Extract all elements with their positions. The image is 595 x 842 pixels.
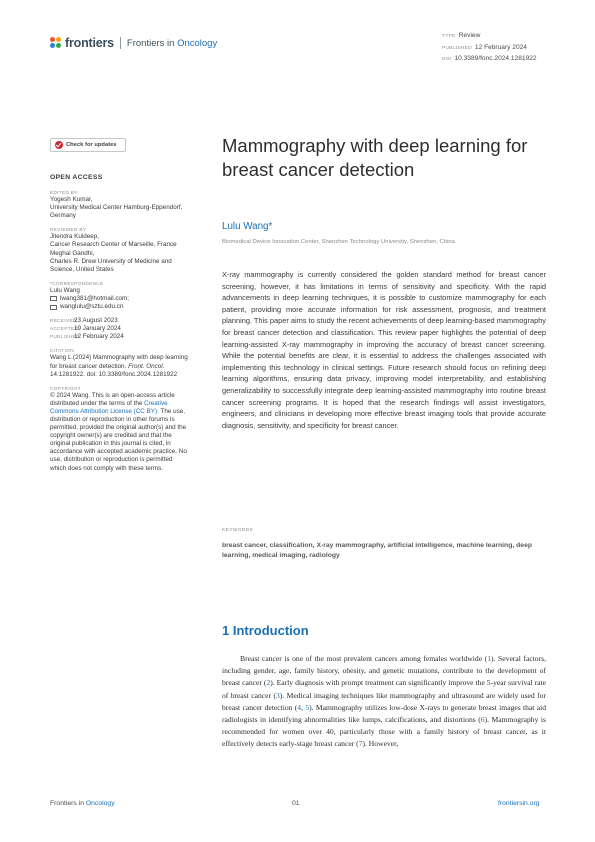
reviewed-by-label: REVIEWED BY <box>50 227 87 233</box>
citation-label: CITATION <box>50 348 74 354</box>
brand-divider <box>120 37 121 49</box>
license-link[interactable]: Creative Commons Attribution License (CC BY). <box>50 399 168 415</box>
keywords: breast cancer, classification, X-ray mammography, artificial intelligence, machine learning, deep learning, medical imaging, radiology <box>222 542 533 559</box>
frontiers-logo-icon <box>50 37 62 49</box>
intro-text: ). Mammography utilizes low-dose X-rays to generate breast images that aid radiologists in identifying abnormalities like lumps, calcifications, and distortions ( <box>222 702 547 725</box>
section-heading-introduction: 1 Introduction <box>222 623 309 638</box>
check-updates-label: Check for updates <box>66 141 117 148</box>
published-row <box>50 333 190 341</box>
editor-affiliation: University Medical Center Hamburg-Eppendorf, Germany <box>50 204 183 220</box>
check-for-updates-button[interactable] <box>50 138 126 152</box>
accepted-row <box>50 325 190 333</box>
type-value: Review <box>458 32 481 39</box>
copyright-text-2: The use, distribution or reproduction in other forums is permitted, provided the original author(s) and the copyright owner(s) are credited and that the original publication in this journal is cited, in accordance with accepted academic practice. No use, distribution or reproduction is permitted which does not comply with these terms. <box>50 407 187 472</box>
email-link[interactable]: wanglulu@sztu.edu.cn <box>60 303 124 311</box>
received-value: 23 August 2023 <box>74 317 118 325</box>
citation-ref[interactable]: 6 <box>480 715 485 725</box>
article-sidebar <box>50 138 190 473</box>
citation-ref[interactable]: 5 <box>305 702 310 712</box>
reviewer-affiliation: Cancer Research Center of Marseille, France <box>50 241 177 249</box>
accepted-value: 19 January 2024 <box>74 325 121 333</box>
intro-text: ). Early diagnosis with prompt treatment can significantly improve the 5-year survival rate of breast cancer ( <box>222 678 546 700</box>
copyright-text-1: © 2024 Wang. This is an open-access article distributed under the terms of the <box>50 391 175 407</box>
editor-name: Yogesh Kumar, <box>50 196 93 204</box>
email-row[interactable] <box>50 295 190 303</box>
received-label: RECEIVED <box>50 318 77 324</box>
accepted-label: ACCEPTED <box>50 326 79 332</box>
author-name[interactable]: Lulu Wang* <box>222 221 273 232</box>
footer-journal-name: Oncology <box>85 800 115 807</box>
citation-body: Wang L (2024) Mammography with deep learning for breast cancer detection. <box>50 354 188 370</box>
published-value: 12 February 2024 <box>74 333 124 341</box>
doi-label: DOI <box>442 57 452 62</box>
citation-ref[interactable]: 4 <box>297 702 302 712</box>
journal-title: Oncology <box>177 37 218 49</box>
published-label: PUBLISHED <box>442 45 472 51</box>
journal-name[interactable] <box>127 38 217 49</box>
reviewer-name: Jitendra Kuldeep, <box>50 233 100 241</box>
introduction-paragraph <box>222 653 546 751</box>
doi-value[interactable]: 10.3389/fonc.2024.1281922 <box>454 55 537 62</box>
intro-text: Breast cancer is one of the most prevalent cancers among females worldwide ( <box>240 654 488 663</box>
citation-ref[interactable]: 3 <box>276 690 280 700</box>
checkmark-icon <box>55 141 63 149</box>
intro-text: , <box>301 702 306 712</box>
copyright-label: COPYRIGHT <box>50 385 81 391</box>
intro-text: ). However, <box>362 739 399 749</box>
received-row <box>50 317 190 325</box>
keywords-label: KEYWORDS <box>222 528 254 533</box>
page-number: 01 <box>292 800 300 807</box>
intro-text: ). Medical imaging techniques like mammography and ultrasound are widely used for breast cancer detection ( <box>222 690 546 712</box>
citation-doi[interactable]: doi: 10.3389/fonc.2024.1281922 <box>86 370 178 378</box>
article-title: Mammography with deep learning for breast cancer detection <box>222 135 528 180</box>
journal-prefix: Frontiers in <box>126 37 175 49</box>
open-access-label: OPEN ACCESS <box>50 174 103 181</box>
citation-text <box>50 354 190 378</box>
copyright-text <box>50 392 190 473</box>
reviewer-name: Meghal Gandhi, <box>50 249 95 257</box>
reviewer-affiliation: Charles R. Drew University of Medicine and Science, United States <box>50 257 172 273</box>
article-meta <box>442 31 537 66</box>
published-label: PUBLISHED <box>50 334 80 340</box>
brand-name: frontiers <box>65 36 114 50</box>
citation-ref[interactable]: 7 <box>358 739 363 749</box>
abstract: X-ray mammography is currently considered the golden standard method for breast cancer screening, however, it has limitations in terms of sensitivity and specificity. With the rapid advancements in deep learning techniques, it is possible to customize mammography for each patient, providing more accurate information for risk assessment, prognosis, and treatment planning. This paper aims to study the recent achievements of deep learning-based mammography for breast cancer detection and classification. This review paper highlights the potential of deep learning-assisted X-ray mammography in improving the accuracy of breast cancer screening. While the potential benefits are clear, it is essential to address the challenges associated with implementing this technology in clinical settings. Future research should focus on refining deep learning algorithms, ensuring data privacy, improving model interpretability, and establishing generalizability to successfully integrate deep learning-assisted mammography into routine breast cancer screening programs. It is hoped that the research findings will assist investigators, engineers, and clinicians in developing more effective breast imaging tools that provide accurate diagnosis, sensitivity, and specificity for breast cancer. <box>222 270 547 430</box>
mail-icon <box>50 305 57 310</box>
footer-site-link[interactable]: frontiersin.org <box>498 800 540 807</box>
email-row[interactable] <box>50 303 190 311</box>
citation-ref[interactable]: 1 <box>487 654 492 663</box>
citation-ref[interactable]: 2 <box>266 678 271 688</box>
footer-journal[interactable] <box>50 800 115 807</box>
frontiers-brand[interactable] <box>50 36 217 50</box>
citation-volume: 14:1281922. <box>50 370 86 378</box>
mail-icon <box>50 296 57 301</box>
intro-text: ). Mammography is recommended for women over 40, particularly those with a family history of breast cancer, as it effectively detects early-stage breast cancer ( <box>222 715 546 749</box>
citation-journal: Front. Oncol. <box>128 362 165 370</box>
published-value: 12 February 2024 <box>474 43 527 51</box>
author-affiliation: Biomedical Device Innovation Center, Shenzhen Technology University, Shenzhen, China <box>222 239 455 245</box>
email-link[interactable]: lwang381@hotmail.com; <box>60 294 130 302</box>
intro-text: ). Several factors, including gender, age, family history, obesity, and genetic mutations, contribute to the development of breast cancer ( <box>222 654 546 688</box>
dates-block <box>50 317 190 341</box>
edited-by-label: EDITED BY <box>50 190 78 196</box>
footer-journal-prefix: Frontiers in <box>50 800 84 807</box>
type-label: TYPE <box>442 34 456 39</box>
correspondence-name: Lulu Wang <box>50 286 80 294</box>
correspondence-label: *CORRESPONDENCE <box>50 280 104 286</box>
